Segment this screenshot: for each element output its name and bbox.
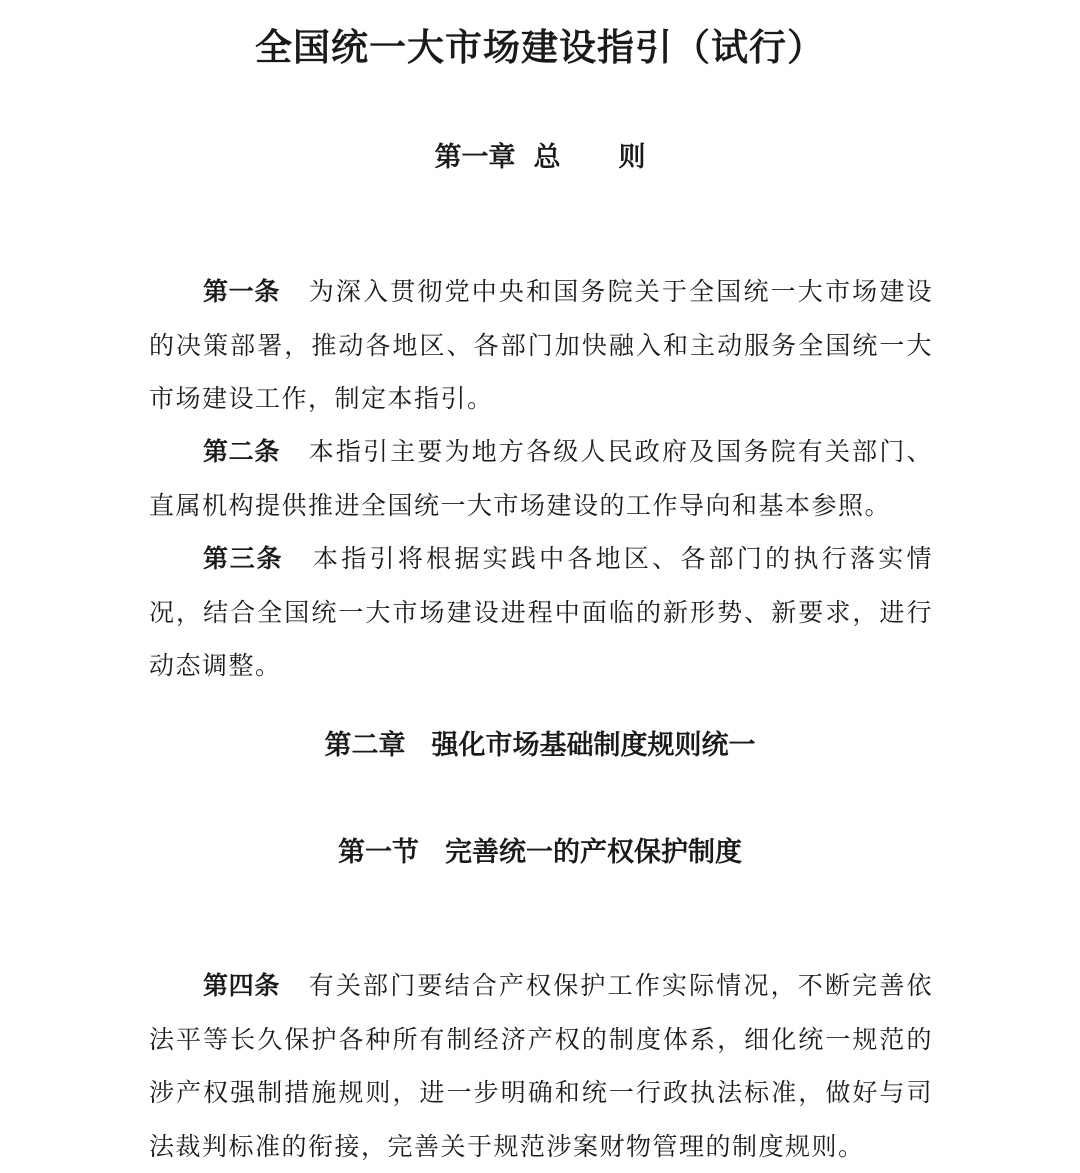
article-2 [149,425,933,532]
article-2-number: 第二条 [203,437,281,466]
chapter-1-name-part1: 总 [533,142,561,173]
article-4-text: 有关部门要结合产权保护工作实际情况，不断完善依法平等长久保护各种所有制经济产权的制度体系，细化统一规范的涉产权强制措施规则，进一步明确和统一行政执法标准，做好与司法裁判标准的衔接，完善关于规范涉案财物管理的制度规则。 [149,971,933,1161]
article-4-number: 第四条 [203,971,281,1000]
article-1 [149,265,933,426]
article-1-text: 为深入贯彻党中央和国务院关于全国统一大市场建设的决策部署，推动各地区、各部门加快融入和主动服务全国统一大市场建设工作，制定本指引。 [149,277,933,413]
article-1-number: 第一条 [203,277,281,306]
article-3-number: 第三条 [203,544,284,573]
section-1-label: 第一节 [338,837,419,868]
article-3-text: 本指引将根据实践中各地区、各部门的执行落实情况，结合全国统一大市场建设进程中面临的新形势、新要求，进行动态调整。 [149,544,933,680]
chapter-1-heading [0,138,1080,178]
article-4 [149,959,933,1173]
chapter-2-name: 强化市场基础制度规则统一 [431,730,756,761]
document-title: 全国统一大市场建设指引（试行） [255,26,825,69]
article-3 [149,532,933,693]
chapter-1-label: 第一章 [434,142,516,173]
chapter-2-heading [0,726,1080,766]
chapter-2-label: 第二章 [324,730,406,761]
chapter-1-name-part2: 则 [618,142,646,173]
section-1-name: 完善统一的产权保护制度 [445,837,742,868]
section-1-heading [0,833,1080,873]
article-2-text: 本指引主要为地方各级人民政府及国务院有关部门、直属机构提供推进全国统一大市场建设的工作导向和基本参照。 [149,437,933,520]
